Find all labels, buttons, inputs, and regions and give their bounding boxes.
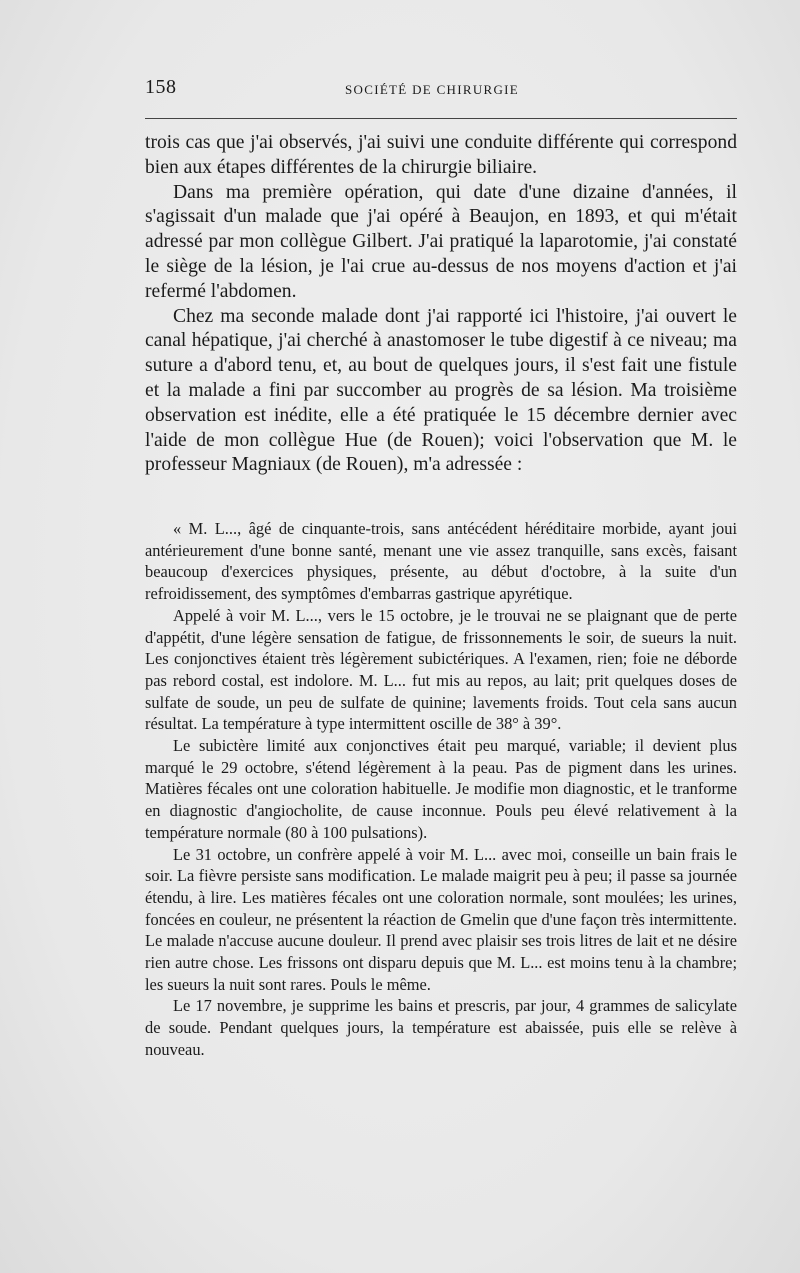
observation-paragraph: « M. L..., âgé de cinquante-trois, sans antécédent héréditaire morbide, ayant joui antérieurement d'une bonne santé, menant une vie assez tranquille, sans excès, faisant beaucoup d'exercices physiques, présente, au début d'octobre, à la suite d'un refroidissement, des symptômes d'embarras gastrique apyrétique. bbox=[145, 519, 737, 604]
paragraph: Dans ma première opération, qui date d'une dizaine d'années, il s'agissait d'un malade que j'ai opéré à Beaujon, en 1893, et qui m'était adressé par mon collègue Gilbert. J'ai pratiqué la laparotomie, j'ai constaté le siège de la lésion, je l'ai crue au-dessus de nos moyens d'action et j'ai refermé l'abdomen. bbox=[145, 181, 737, 302]
page-header bbox=[145, 74, 737, 104]
observation-paragraph: Appelé à voir M. L..., vers le 15 octobre, je le trouvai ne se plaignant que de perte d'appétit, d'une légère sensation de fatigue, de frissonnements le soir, de sueurs la nuit. Les conjonctives étaient très légèrement subictériques. A l'examen, rien; foie ne déborde pas rebord costal, est indolore. M. L... fut mis au repos, au lait; prit quelques doses de sulfate de soude, un peu de sulfate de quinine; lavements froids. Tout cela sans aucun résultat. La température à type intermittent oscille de 38° à 39°. bbox=[145, 605, 737, 734]
observation-text bbox=[145, 518, 737, 1061]
running-title: SOCIÉTÉ DE CHIRURGIE bbox=[345, 82, 520, 97]
header-rule bbox=[145, 118, 737, 119]
observation-paragraph: Le 17 novembre, je supprime les bains et prescris, par jour, 4 grammes de salicylate de soude. Pendant quelques jours, la température est abaissée, puis elle se relève à nouveau. bbox=[145, 996, 737, 1059]
paragraph: Chez ma seconde malade dont j'ai rapporté ici l'histoire, j'ai ouvert le canal hépatique, j'ai cherché à anastomoser le tube digestif à ce niveau; ma suture a d'abord tenu, et, au bout de quelques jours, il s'est fait une fistule et la malade a fini par succomber au progrès de sa lésion. Ma troisième observation est inédite, elle a été pratiquée le 15 décembre dernier avec l'aide de mon collègue Hue (de Rouen); voici l'observation que M. le professeur Magniaux (de Rouen), m'a adressée : bbox=[145, 305, 737, 476]
main-text bbox=[145, 131, 737, 478]
observation-paragraph: Le 31 octobre, un confrère appelé à voir M. L... avec moi, conseille un bain frais le soir. La fièvre persiste sans modification. Le malade maigrit peu à peu; il passe sa journée étendu, à lire. Les matières fécales ont une coloration normale, sont moulées; les urines, foncées en couleur, ne présentent la réaction de Gmelin que d'une façon très intermittente. Le malade n'accuse aucune douleur. Il prend avec plaisir ses trois litres de lait et ne désire rien autre chose. Les frissons ont disparu depuis que M. L... est moins tenu à la chambre; les sueurs la nuit sont rares. Pouls le même. bbox=[145, 844, 737, 994]
paragraph: trois cas que j'ai observés, j'ai suivi une conduite différente qui correspond bien aux étapes différentes de la chirurgie biliaire. bbox=[145, 132, 737, 178]
page-number: 158 bbox=[145, 76, 177, 98]
observation-paragraph: Le subictère limité aux conjonctives était peu marqué, variable; il devient plus marqué le 29 octobre, s'étend légèrement à la peau. Pas de pigment dans les urines. Matières fécales ont une coloration habituelle. Je modifie mon diagnostic, et le tranforme en diagnostic d'angiocholite, de cause inconnue. Pouls peu élevé relativement à la température normale (80 à 100 pulsations). bbox=[145, 736, 737, 842]
